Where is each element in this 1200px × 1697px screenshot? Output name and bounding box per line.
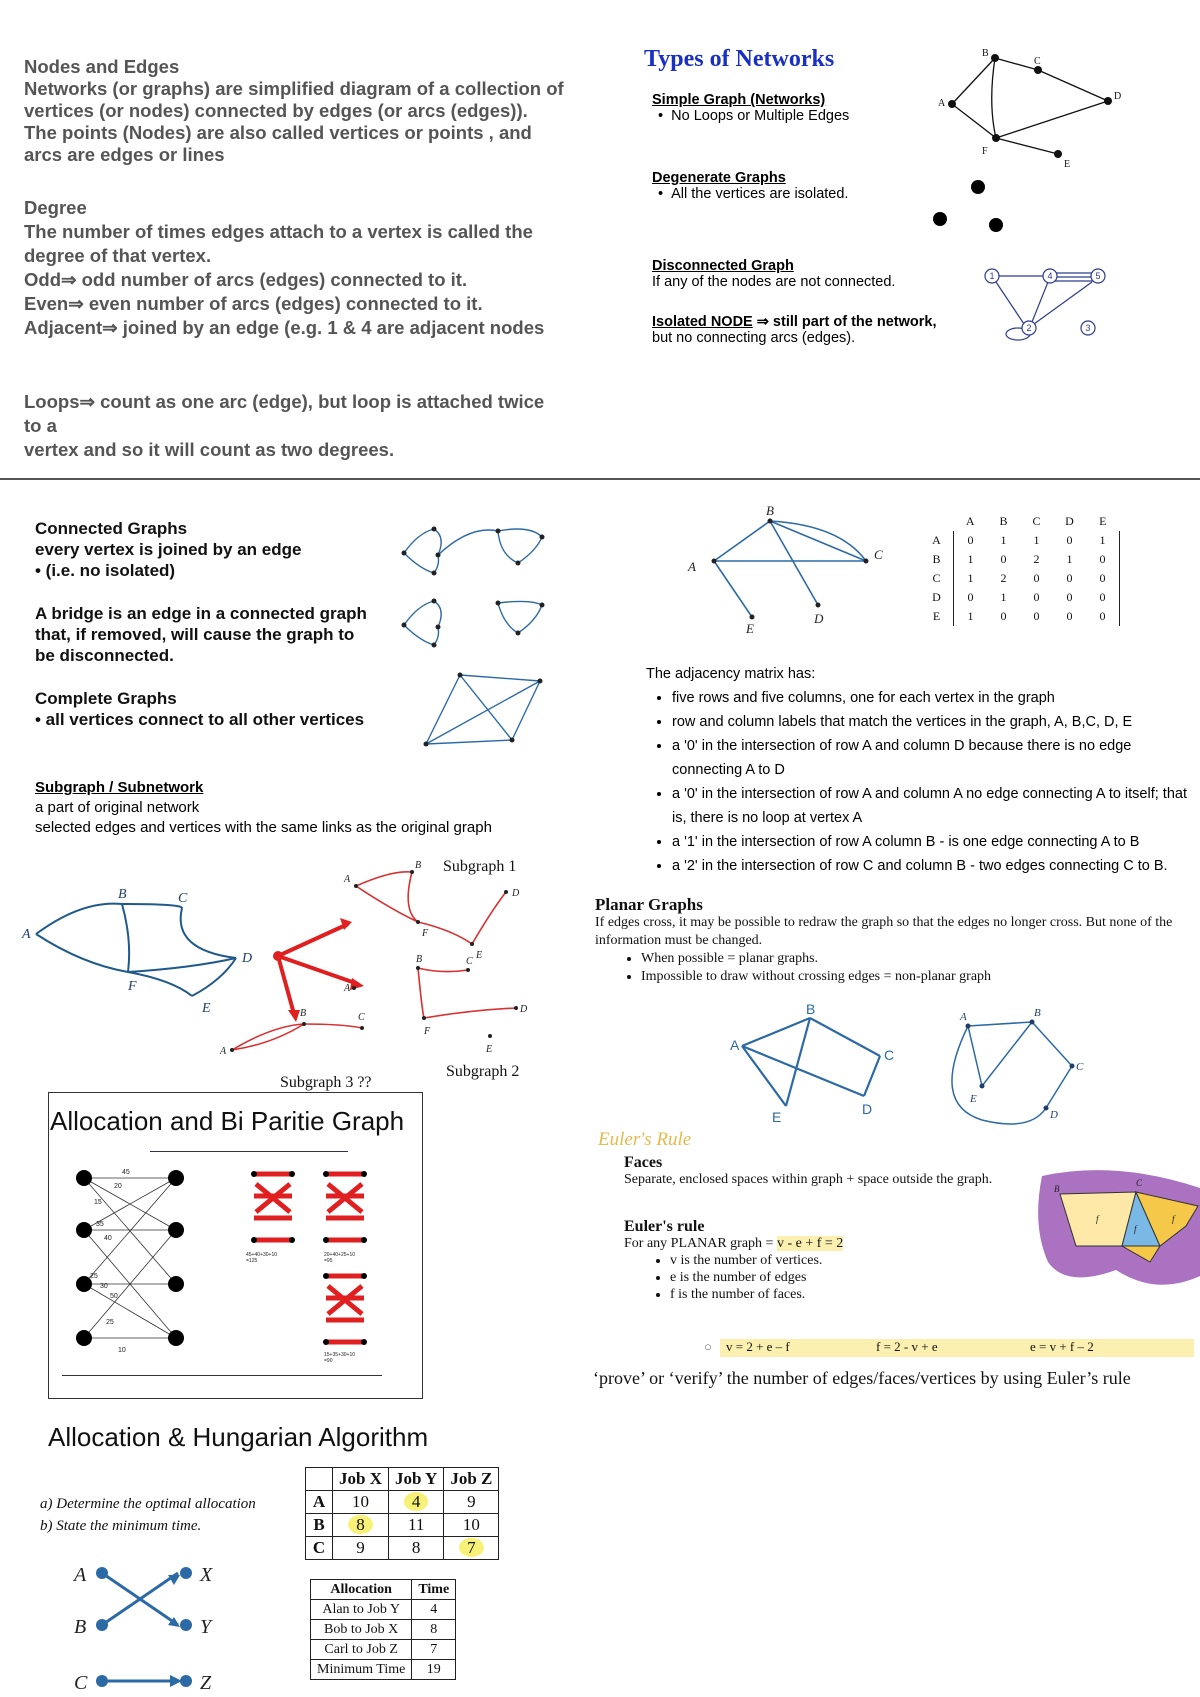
- weight: 15: [94, 1199, 102, 1206]
- section-divider: [0, 478, 1200, 480]
- bipartite-diagram: [70, 1160, 400, 1370]
- allocation-result-table: [310, 1579, 456, 1680]
- adj-col-header: C: [1032, 514, 1041, 528]
- sum-label: =90: [324, 1358, 333, 1364]
- adj-cell: 0: [1086, 569, 1120, 588]
- alloc-who: Carl to Job Z: [311, 1640, 412, 1660]
- hungarian-title: Allocation & Hungarian Algorithm: [48, 1422, 429, 1452]
- degenerate-bullet-text: All the vertices are isolated.: [671, 186, 849, 202]
- loops-section: [24, 390, 564, 462]
- adj-row-label: B: [920, 550, 954, 569]
- svg-text:C: C: [884, 1047, 895, 1063]
- disc-node-2: 2: [1026, 323, 1032, 333]
- adj-cell: 0: [1033, 609, 1040, 623]
- adj-cell: 0: [1086, 550, 1120, 569]
- types-title: Types of Networks: [644, 46, 835, 72]
- hungarian-matching-diagram: [70, 1555, 240, 1697]
- adj-col-header: A: [965, 514, 975, 528]
- alloc-time: 7: [412, 1640, 456, 1660]
- svg-text:f: f: [1172, 1214, 1175, 1224]
- adj-cell: 2: [1033, 552, 1040, 566]
- disc-node-5: 5: [1095, 271, 1101, 281]
- adjacency-intro: The adjacency matrix has:: [646, 666, 816, 682]
- disconnected-text: If any of the nodes are not connected.: [652, 274, 896, 290]
- svg-text:D: D: [1050, 1109, 1058, 1121]
- match-right-y: Y: [200, 1616, 212, 1638]
- planar-text: If edges cross, it may be possible to redraw the graph so that the edges no longer cross. But none of the information must be changed.: [595, 915, 1173, 948]
- adjacency-bullets: [646, 686, 1196, 878]
- nodes-edges-section: [24, 56, 564, 166]
- degenerate-title: Degenerate Graphs: [652, 170, 786, 186]
- alloc-row: [311, 1620, 456, 1640]
- planar-bullet: • When possible = planar graphs.: [641, 950, 1195, 968]
- degree-adjacent: Adjacent⇒ joined by an edge (e.g. 1 & 4 are adjacent nodes: [24, 317, 545, 338]
- svg-text:A: A: [344, 874, 351, 885]
- nodes-edges-body: Networks (or graphs) are simplified diagram of a collection of vertices (or nodes) connected by edges (or arcs (edges)). The points (Nodes) are also called vertices or points , and arcs are edges or lines: [24, 78, 564, 165]
- adj-cell: 0: [1033, 590, 1040, 604]
- sum-label: 20+40+25+10: [324, 1252, 356, 1258]
- jobs-cell-highlighted: [444, 1537, 499, 1560]
- weight: 35: [96, 1221, 104, 1228]
- degenerate-diagram: [920, 175, 1020, 235]
- isolated-title: Isolated NODE: [652, 314, 753, 330]
- weight: 25: [106, 1319, 114, 1326]
- svg-text:f: f: [1096, 1214, 1099, 1224]
- subgraph-line1: a part of original network: [35, 799, 200, 816]
- svg-text:F: F: [422, 928, 429, 939]
- svg-text:E: E: [486, 1044, 493, 1055]
- euler-bullet: • e is the number of edges: [670, 1269, 1044, 1286]
- simple-graph-bullet-text: No Loops or Multiple Edges: [671, 108, 850, 124]
- jobs-row: [306, 1537, 499, 1560]
- adjacency-graph-diagram: [680, 503, 883, 636]
- jobs-header: Job Z: [444, 1468, 499, 1491]
- svg-text:C: C: [1076, 1061, 1084, 1073]
- hungarian-questions: [40, 1493, 256, 1537]
- allocation-title: Allocation and Bi Paritie Graph: [50, 1106, 405, 1136]
- euler-rule-text: For any PLANAR graph =: [624, 1236, 777, 1251]
- sg-label-a: A: [938, 98, 946, 109]
- isolated-text2: but no connecting arcs (edges).: [652, 330, 856, 346]
- adj-col-header: E: [1099, 514, 1107, 528]
- loops-line1: Loops⇒ count as one arc (edge), but loop is attached twice to a: [24, 391, 545, 436]
- sg-label-c: C: [1034, 56, 1041, 67]
- alloc-row: [311, 1660, 456, 1680]
- adj-row: [920, 550, 1120, 569]
- disconnected-block: [652, 258, 895, 290]
- adjacency-bullet: • a '0' in the intersection of row A and column A no edge connecting A to itself; that is, there is no loop at vertex A: [672, 782, 1196, 830]
- svg-text:C: C: [1136, 1178, 1143, 1188]
- planar-bullets: [595, 950, 1195, 986]
- adj-cell: 0: [1066, 571, 1073, 585]
- svg-text:F: F: [424, 1026, 431, 1037]
- faces-diagram: [1036, 1166, 1200, 1292]
- degenerate-block: [652, 170, 848, 202]
- svg-text:B: B: [415, 860, 422, 871]
- connected-section: [35, 518, 375, 730]
- svg-text:C: C: [874, 547, 883, 562]
- jobs-cell-value: 7: [459, 1538, 484, 1557]
- adjacency-bullet: • a '2' in the intersection of row C and column B - two edges connecting C to B.: [672, 854, 1196, 878]
- planar-bullet: • Impossible to draw without crossing edges = non-planar graph: [641, 968, 1195, 986]
- subgraph-text: [35, 778, 555, 838]
- match-left-a: A: [74, 1564, 87, 1586]
- jobs-cell-value: 8: [348, 1515, 373, 1534]
- svg-text:E: E: [772, 1109, 782, 1125]
- svg-text:A: A: [688, 559, 696, 574]
- degree-line1: The number of times edges attach to a vertex is called the degree of that vertex.: [24, 221, 533, 266]
- planar-diagrams: [730, 1001, 1110, 1134]
- weight: 20: [114, 1183, 122, 1190]
- hungarian-q-a: a) Determine the optimal allocation: [40, 1496, 256, 1512]
- euler-rule-line: [624, 1235, 1044, 1252]
- subgraph-line2: selected edges and vertices with the same links as the original graph: [35, 819, 492, 836]
- adj-cell: 0: [967, 533, 974, 547]
- svg-text:E: E: [476, 950, 483, 961]
- degree-odd: Odd⇒ odd number of arcs (edges) connected to it.: [24, 269, 468, 290]
- jobs-row-label: C: [306, 1537, 333, 1560]
- adj-col-header: D: [1065, 514, 1074, 528]
- svg-text:A: A: [344, 983, 351, 994]
- isolated-text: ⇒ still part of the network,: [752, 314, 937, 330]
- jobs-row: [306, 1514, 499, 1537]
- hungarian-q-b: b) State the minimum time.: [40, 1518, 202, 1534]
- sg-label-f: F: [982, 146, 988, 157]
- adj-cell: 1: [1086, 531, 1120, 550]
- adj-row-label: E: [920, 607, 954, 626]
- svg-text:C: C: [466, 956, 473, 967]
- adj-cell: 0: [1033, 571, 1040, 585]
- prove-text: ‘prove’ or ‘verify’ the number of edges/faces/vertices by using Euler’s rule: [593, 1368, 1131, 1388]
- adj-cell: 0: [1066, 590, 1073, 604]
- alloc-header: Time: [412, 1580, 456, 1600]
- adj-cell: 1: [1000, 533, 1007, 547]
- disc-node-4: 4: [1047, 271, 1053, 281]
- jobs-row-label: B: [306, 1514, 333, 1537]
- adj-row: [920, 569, 1120, 588]
- sg-label-b: B: [982, 48, 989, 59]
- sum-label: 45+40+30+10: [246, 1252, 278, 1258]
- svg-text:C: C: [358, 1012, 365, 1023]
- adj-row: [920, 588, 1120, 607]
- adj-cell: 0: [1000, 609, 1007, 623]
- connected-graph-diagrams: [390, 515, 570, 755]
- svg-text:A: A: [960, 1011, 967, 1023]
- adj-cell: 1: [1033, 533, 1040, 547]
- adj-cell: 0: [1000, 552, 1007, 566]
- svg-text:D: D: [512, 888, 520, 899]
- jobs-cell-highlighted: [388, 1491, 443, 1514]
- sum-label: 15+35+30+10: [324, 1352, 356, 1358]
- adj-row-label: C: [920, 569, 954, 588]
- jobs-cell: 8: [388, 1537, 443, 1560]
- svg-text:B: B: [806, 1001, 816, 1017]
- adj-cell: 0: [1086, 588, 1120, 607]
- allocation-title-underline: [150, 1151, 348, 1152]
- adj-cell: 0: [1066, 609, 1073, 623]
- adj-cell: 0: [1086, 607, 1120, 626]
- subgraph-diagrams: [22, 860, 542, 1090]
- euler-bullet: • v is the number of vertices.: [670, 1252, 1044, 1269]
- euler-variant-v: f = 2 - v + e: [876, 1339, 938, 1354]
- jobs-header: Job Y: [388, 1468, 443, 1491]
- alloc-time: 4: [412, 1600, 456, 1620]
- jobs-row: [306, 1491, 499, 1514]
- complete-text: • all vertices connect to all other vertices: [35, 710, 365, 729]
- jobs-cell-value: 4: [404, 1492, 429, 1511]
- alloc-header: Allocation: [311, 1580, 412, 1600]
- adj-cell: 1: [1000, 590, 1007, 604]
- adj-cell: 0: [1066, 533, 1073, 547]
- adjacency-notes: [646, 662, 1196, 878]
- jobs-cell: 9: [333, 1537, 389, 1560]
- euler-rule-title: Euler's rule: [624, 1218, 705, 1235]
- disconnected-diagram: [980, 262, 1120, 342]
- euler-faded-title: Euler's Rule: [598, 1129, 692, 1150]
- svg-text:C: C: [178, 891, 188, 906]
- svg-text:B: B: [118, 887, 127, 902]
- euler-variant-e: e = v + f – 2: [1030, 1339, 1094, 1354]
- adj-cell: 1: [967, 552, 974, 566]
- svg-text:B: B: [300, 1008, 307, 1019]
- connected-line2: • (i.e. no isolated): [35, 561, 176, 580]
- alloc-who: Minimum Time: [311, 1660, 412, 1680]
- jobs-row-label: A: [306, 1491, 333, 1514]
- adj-cell: 1: [967, 609, 974, 623]
- faces-text: Separate, enclosed spaces within graph + space outside the graph.: [624, 1172, 993, 1187]
- alloc-who: Alan to Job Y: [311, 1600, 412, 1620]
- alloc-time: 19: [412, 1660, 456, 1680]
- simple-graph-diagram: [930, 44, 1130, 174]
- svg-text:E: E: [970, 1093, 977, 1105]
- alloc-row: [311, 1600, 456, 1620]
- euler-bullets: [624, 1252, 1044, 1303]
- adjacency-bullet: • a '0' in the intersection of row A and column D because there is no edge connecting A to D: [672, 734, 1196, 782]
- connected-line1: every vertex is joined by an edge: [35, 540, 302, 559]
- adj-cell: 1: [967, 571, 974, 585]
- match-left-c: C: [74, 1672, 88, 1694]
- degenerate-bullet: • All the vertices are isolated.: [658, 186, 849, 202]
- allocation-bottom-rule: [62, 1375, 382, 1376]
- svg-text:E: E: [746, 621, 754, 636]
- loops-line2: vertex and so it will count as two degrees.: [24, 439, 395, 460]
- subgraph3-label: Subgraph 3 ??: [280, 1074, 372, 1091]
- adj-row-label: D: [920, 588, 954, 607]
- svg-text:D: D: [242, 951, 253, 966]
- svg-text:A: A: [220, 1046, 227, 1057]
- adj-row: [920, 531, 1120, 550]
- svg-text:B: B: [1034, 1007, 1041, 1019]
- subgraph1-label: Subgraph 1: [443, 858, 517, 875]
- planar-title: Planar Graphs: [595, 895, 703, 914]
- svg-text:A: A: [730, 1037, 740, 1053]
- weight: 50: [110, 1293, 118, 1300]
- adj-col-header: B: [999, 514, 1008, 528]
- jobs-cell: 10: [333, 1491, 389, 1514]
- jobs-cell: 11: [388, 1514, 443, 1537]
- svg-text:E: E: [202, 1001, 211, 1016]
- degree-even: Even⇒ even number of arcs (edges) connected to it.: [24, 293, 483, 314]
- weight: 40: [104, 1235, 112, 1242]
- euler-variants: ○ v = 2 + e – f f = 2 - v + e e = v + f – 2: [720, 1339, 1194, 1357]
- svg-text:D: D: [520, 1004, 528, 1015]
- alloc-time: 8: [412, 1620, 456, 1640]
- euler-variant-f: v = 2 + e – f: [726, 1339, 790, 1354]
- nodes-edges-title: Nodes and Edges: [24, 56, 180, 77]
- jobs-table: [305, 1467, 499, 1560]
- match-right-z: Z: [200, 1672, 212, 1694]
- weight: 45: [122, 1169, 130, 1176]
- svg-text:D: D: [862, 1101, 873, 1117]
- euler-bullet: • f is the number of faces.: [670, 1286, 1044, 1303]
- adj-row: [920, 607, 1120, 626]
- disc-node-1: 1: [989, 271, 995, 281]
- sum-label: =95: [324, 1258, 333, 1264]
- adj-row-label: A: [920, 531, 954, 550]
- alloc-row: [311, 1640, 456, 1660]
- adjacency-bullet: • row and column labels that match the vertices in the graph, A, B,C, D, E: [672, 710, 1196, 734]
- sum-label: =125: [246, 1258, 258, 1264]
- adjacency-bullet: • a '1' in the intersection of row A column B - is one edge connecting A to B: [672, 830, 1196, 854]
- planar-section: [595, 896, 1195, 986]
- disc-node-3: 3: [1085, 323, 1091, 333]
- simple-graph-title: Simple Graph (Networks): [652, 92, 826, 108]
- sg-label-e: E: [1064, 159, 1071, 170]
- adjacency-matrix-table: [920, 512, 1120, 626]
- match-left-b: B: [74, 1616, 87, 1638]
- weight: 25: [90, 1273, 98, 1280]
- weight: 10: [118, 1347, 126, 1354]
- simple-graph-bullet: • No Loops or Multiple Edges: [658, 108, 850, 124]
- disconnected-title: Disconnected Graph: [652, 258, 794, 274]
- subgraph2-label: Subgraph 2: [446, 1063, 520, 1080]
- isolated-block: [652, 314, 936, 346]
- euler-formula: v - e + f = 2: [776, 1236, 844, 1251]
- adj-cell: 0: [967, 590, 974, 604]
- jobs-cell: 9: [444, 1491, 499, 1514]
- faces-title: Faces: [624, 1154, 663, 1171]
- jobs-cell: 10: [444, 1514, 499, 1537]
- adjacency-matrix: [920, 512, 1120, 626]
- connected-title: Connected Graphs: [35, 519, 188, 538]
- euler-section: [624, 1154, 1044, 1303]
- subgraph-title: Subgraph / Subnetwork: [35, 779, 204, 796]
- jobs-header: Job X: [333, 1468, 389, 1491]
- bridge-text: A bridge is an edge in a connected graph that, if removed, will cause the graph to be disconnected.: [35, 604, 367, 665]
- weight: 30: [100, 1283, 108, 1290]
- adjacency-bullet: • five rows and five columns, one for each vertex in the graph: [672, 686, 1196, 710]
- degree-section: [24, 196, 564, 340]
- svg-text:B: B: [1054, 1184, 1060, 1194]
- svg-text:A: A: [22, 927, 31, 942]
- complete-title: Complete Graphs: [35, 689, 177, 708]
- sg-label-d: D: [1114, 91, 1122, 102]
- svg-text:B: B: [416, 954, 423, 965]
- simple-graph-block: [652, 92, 849, 124]
- svg-text:F: F: [128, 979, 137, 994]
- svg-text:D: D: [814, 611, 824, 626]
- jobs-cell-highlighted: [333, 1514, 389, 1537]
- degree-title: Degree: [24, 197, 87, 218]
- adj-cell: 2: [1000, 571, 1007, 585]
- match-right-x: X: [200, 1564, 213, 1586]
- adj-cell: 1: [1066, 552, 1073, 566]
- svg-text:B: B: [766, 503, 774, 518]
- svg-text:f: f: [1134, 1224, 1137, 1234]
- alloc-who: Bob to Job X: [311, 1620, 412, 1640]
